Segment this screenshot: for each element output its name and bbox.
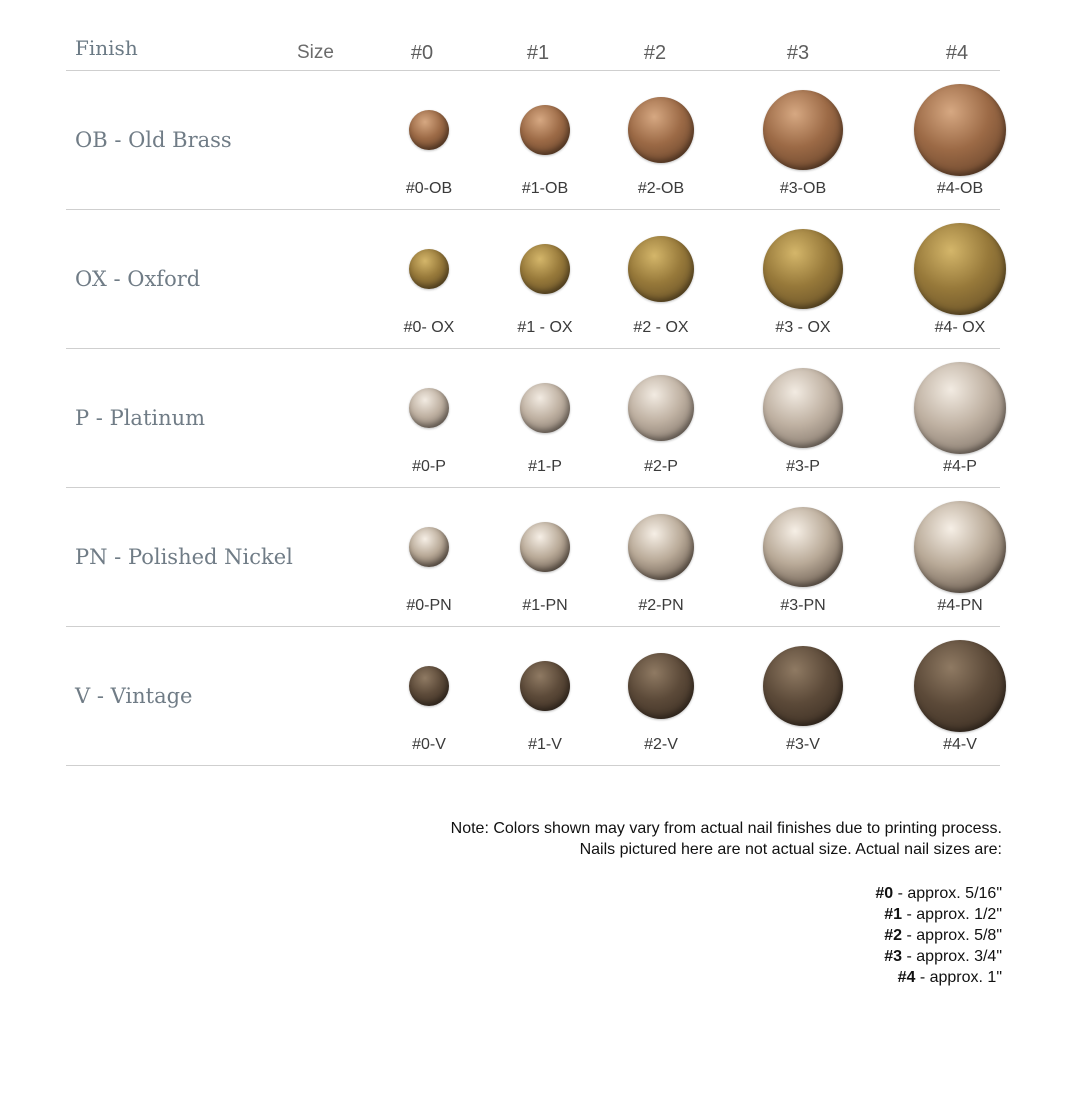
size-desc: - approx. 5/16" bbox=[893, 885, 1002, 902]
nail-code-label: #3-V bbox=[786, 736, 820, 753]
nail-code-label: #2-PN bbox=[638, 597, 684, 614]
nail-code-label: #0-V bbox=[412, 736, 446, 753]
nail-code-label: #2 - OX bbox=[633, 319, 689, 336]
nail-code-label: #4-P bbox=[943, 458, 977, 475]
nail-code-label: #2-V bbox=[644, 736, 678, 753]
nail-code-label: #4- OX bbox=[934, 319, 986, 336]
nail-head-swatch bbox=[520, 661, 570, 711]
size-line-4 bbox=[602, 967, 1002, 988]
nail-head-swatch bbox=[628, 653, 694, 719]
size-num: #2 bbox=[884, 927, 903, 944]
size-column-header: Size bbox=[297, 42, 334, 63]
row-divider bbox=[66, 348, 1000, 349]
size-num: #0 bbox=[875, 885, 894, 902]
nail-code-label: #1-OB bbox=[521, 180, 569, 197]
nail-code-label: #4-V bbox=[943, 736, 977, 753]
nail-head-swatch bbox=[763, 368, 843, 448]
size-header-0: #0 bbox=[410, 42, 434, 64]
size-header-3: #3 bbox=[786, 42, 810, 64]
row-divider bbox=[66, 209, 1000, 210]
size-line-3 bbox=[602, 946, 1002, 967]
nail-head-swatch bbox=[409, 527, 449, 567]
nail-code-label: #4-PN bbox=[937, 597, 983, 614]
size-header-1: #1 bbox=[526, 42, 550, 64]
nail-code-label: #0- OX bbox=[403, 319, 455, 336]
nail-head-swatch bbox=[914, 640, 1006, 732]
nail-head-swatch bbox=[914, 362, 1006, 454]
size-desc: - approx. 1/2" bbox=[902, 906, 1002, 923]
row-divider bbox=[66, 487, 1000, 488]
nail-code-label: #0-PN bbox=[406, 597, 452, 614]
size-num: #4 bbox=[897, 969, 916, 986]
nail-head-swatch bbox=[409, 666, 449, 706]
nail-head-swatch bbox=[520, 105, 570, 155]
nail-head-swatch bbox=[409, 110, 449, 150]
nail-code-label: #2-P bbox=[644, 458, 678, 475]
size-desc: - approx. 1" bbox=[915, 969, 1002, 986]
finish-column-header: Finish bbox=[75, 36, 138, 60]
nail-head-swatch bbox=[914, 501, 1006, 593]
nail-head-swatch bbox=[520, 383, 570, 433]
nail-head-swatch bbox=[628, 236, 694, 302]
nail-head-swatch bbox=[628, 375, 694, 441]
disclaimer-note: Note: Colors shown may vary from actual nail finishes due to printing process. Nails pictured here are not actual size. Actual nail sizes are: bbox=[450, 820, 1002, 858]
size-header-2: #2 bbox=[643, 42, 667, 64]
finish-label: PN - Polished Nickel bbox=[75, 545, 293, 569]
row-divider bbox=[66, 765, 1000, 766]
row-divider bbox=[66, 626, 1000, 627]
size-num: #1 bbox=[884, 906, 903, 923]
nail-head-swatch bbox=[520, 244, 570, 294]
size-desc: - approx. 5/8" bbox=[902, 927, 1002, 944]
nail-head-swatch bbox=[520, 522, 570, 572]
finish-label: P - Platinum bbox=[75, 406, 206, 430]
finish-label: OX - Oxford bbox=[75, 267, 201, 291]
nail-head-swatch bbox=[409, 388, 449, 428]
nail-code-label: #1-V bbox=[528, 736, 562, 753]
nail-head-swatch bbox=[914, 223, 1006, 315]
nail-code-label: #3-P bbox=[786, 458, 820, 475]
size-header-4: #4 bbox=[945, 42, 969, 64]
finish-label: V - Vintage bbox=[75, 684, 193, 708]
nail-code-label: #1-PN bbox=[522, 597, 568, 614]
size-line-1 bbox=[602, 904, 1002, 925]
size-line-2 bbox=[602, 925, 1002, 946]
size-desc: - approx. 3/4" bbox=[902, 948, 1002, 965]
nail-code-label: #0-P bbox=[412, 458, 446, 475]
nail-code-label: #3 - OX bbox=[775, 319, 831, 336]
nail-code-label: #0-OB bbox=[405, 180, 453, 197]
nail-code-label: #3-OB bbox=[779, 180, 827, 197]
nail-code-label: #1-P bbox=[528, 458, 562, 475]
header-divider bbox=[66, 70, 1000, 71]
nail-code-label: #3-PN bbox=[780, 597, 826, 614]
nail-head-swatch bbox=[763, 646, 843, 726]
nail-code-label: #1 - OX bbox=[517, 319, 573, 336]
nail-code-label: #2-OB bbox=[637, 180, 685, 197]
actual-sizes-list bbox=[602, 883, 1002, 988]
nail-head-swatch bbox=[628, 97, 694, 163]
nail-head-swatch bbox=[763, 229, 843, 309]
finish-label: OB - Old Brass bbox=[75, 128, 232, 152]
nail-head-swatch bbox=[628, 514, 694, 580]
size-line-0 bbox=[602, 883, 1002, 904]
nail-head-swatch bbox=[763, 507, 843, 587]
size-num: #3 bbox=[884, 948, 903, 965]
nail-head-swatch bbox=[409, 249, 449, 289]
nail-code-label: #4-OB bbox=[936, 180, 984, 197]
nail-head-swatch bbox=[763, 90, 843, 170]
nail-head-swatch bbox=[914, 84, 1006, 176]
